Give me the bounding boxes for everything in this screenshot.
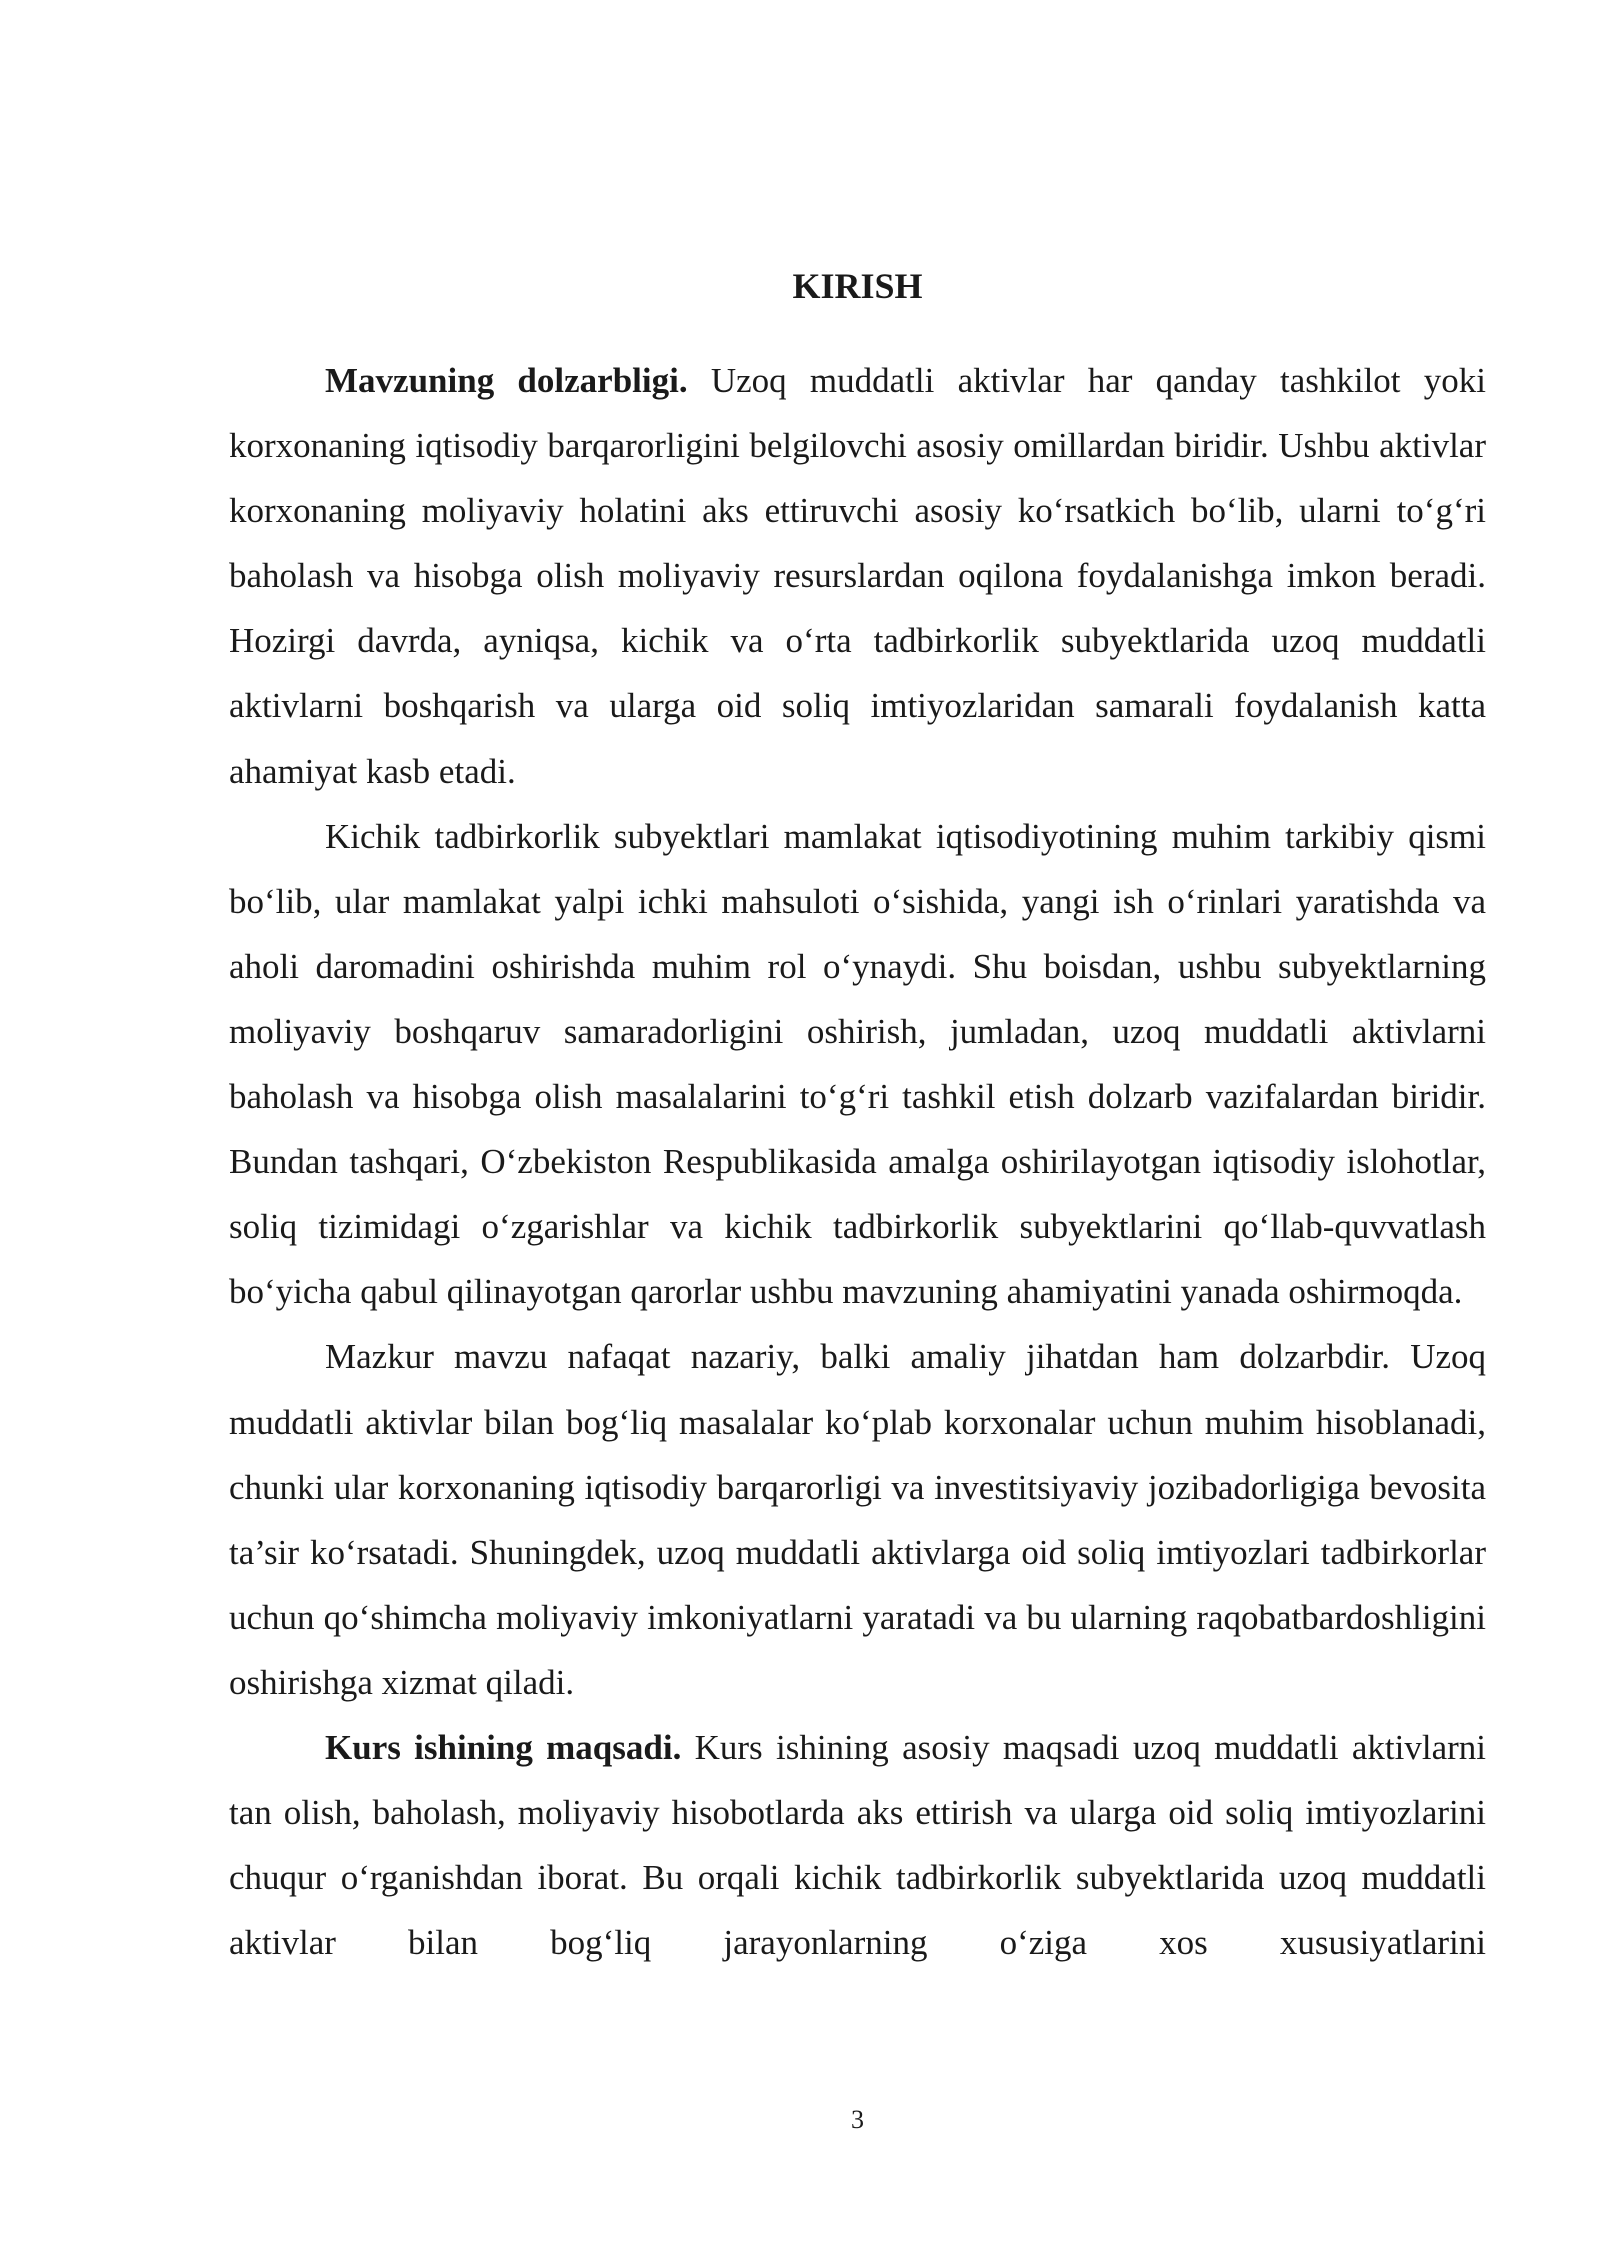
paragraph-relevance — [229, 348, 1486, 804]
paragraph-text: Kurs ishining asosiy maqsadi uzoq muddatli aktivlarni tan olish, baholash, moliyaviy hisobotlarda aks ettirish va ularga oid soliq imtiyozlarini chuqur oʻrganishdan iborat. Bu orqali kichik tadbirkorlik subyektlarida uzoq muddatli aktivlar bilan bogʻliq jarayonlarning oʻziga xos xususiyatlarini — [229, 1727, 1487, 1963]
section-title: KIRISH — [792, 266, 923, 306]
body-text — [229, 348, 1486, 1975]
paragraph-text: Mazkur mavzu nafaqat nazariy, balki amaliy jihatdan ham dolzarbdir. Uzoq muddatli aktivlar bilan bogʻliq masalalar koʻplab korxonalar uchun muhim hisoblanadi, chunki ular korxonaning iqtisodiy barqarorligi va investitsiyaviy jozibadorligiga bevosita ta’sir koʻrsatadi. Shuningdek, uzoq muddatli aktivlarga oid soliq imtiyozlari tadbirkorlar uchun qoʻshimcha moliyaviy imkoniyatlarni yaratadi va bu ularning raqobatbardoshligini oshirishga xizmat qiladi. — [229, 1337, 1486, 1702]
paragraph-course-goal — [229, 1715, 1486, 1975]
paragraph-lead-heading: Kurs ishining maqsadi. — [325, 1727, 682, 1767]
document-page — [229, 0, 1486, 2262]
page-number: 3 — [851, 2105, 864, 2134]
paragraph-small-business — [229, 804, 1486, 1325]
paragraph-text: Kichik tadbirkorlik subyektlari mamlakat iqtisodiyotining muhim tarkibiy qismi boʻlib, ular mamlakat yalpi ichki mahsuloti oʻsishida, yangi ish oʻrinlari yaratishda va aholi daromadini oshirishda muhim rol oʻynaydi. Shu boisdan, ushbu subyektlarning moliyaviy boshqaruv samaradorligini oshirish, jumladan, uzoq muddatli aktivlarni baholash va hisobga olish masalalarini toʻgʻri tashkil etish dolzarb vazifalardan biridir. Bundan tashqari, Oʻzbekiston Respublikasida amalga oshirilayotgan iqtisodiy islohotlar, soliq tizimidagi oʻzgarishlar va kichik tadbirkorlik subyektlarini qoʻllab-quvvatlash boʻyicha qabul qilinayotgan qarorlar ushbu mavzuning ahamiyatini yanada oshirmoqda. — [229, 816, 1486, 1312]
paragraph-text: Uzoq muddatli aktivlar har qanday tashkilot yoki korxonaning iqtisodiy barqarorligini belgilovchi asosiy omillardan biridir. Ushbu aktivlar korxonaning moliyaviy holatini aks ettiruvchi asosiy koʻrsatkich boʻlib, ularni toʻgʻri baholash va hisobga olish moliyaviy resurslardan oqilona foydalanishga imkon beradi. Hozirgi davrda, ayniqsa, kichik va oʻrta tadbirkorlik subyektlarida uzoq muddatli aktivlarni boshqarish va ularga oid soliq imtiyozlaridan samarali foydalanish katta ahamiyat kasb etadi. — [229, 361, 1486, 791]
paragraph-lead-heading: Mavzuning dolzarbligi. — [325, 361, 688, 400]
paragraph-practical-relevance — [229, 1324, 1486, 1715]
